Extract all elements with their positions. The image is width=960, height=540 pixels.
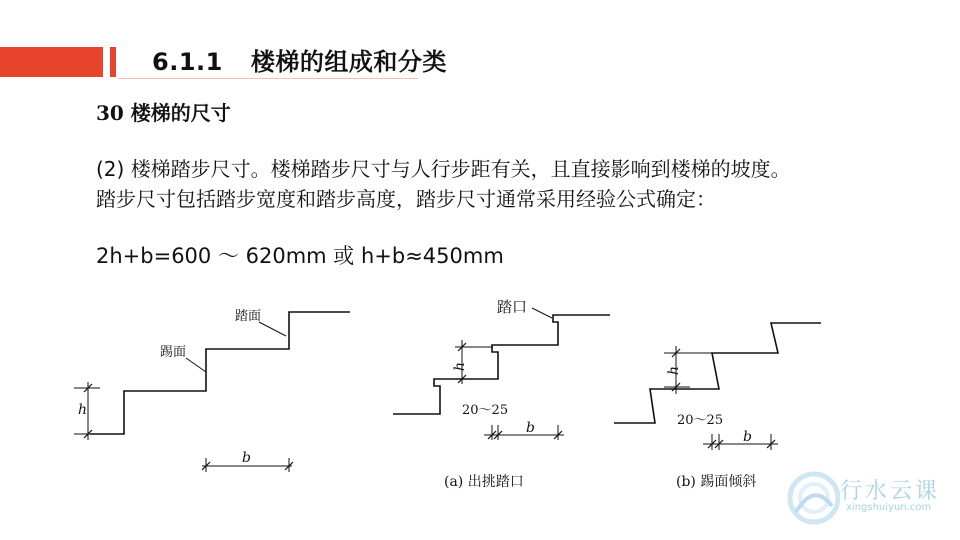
riser-label: 踢面	[160, 345, 187, 360]
inclined-range-label: 20～25	[677, 413, 724, 428]
nosing-label: 踏口	[497, 298, 528, 316]
watermark-logo	[780, 462, 950, 532]
nosing-h-label: h	[452, 361, 468, 371]
riser-leader	[186, 358, 206, 372]
water-drop-icon	[780, 462, 840, 532]
tread-label: 踏面	[235, 309, 262, 324]
nosing-stair-diagram	[393, 298, 610, 490]
basic-stair-profile	[90, 312, 350, 434]
basic-b-label: b	[242, 450, 251, 466]
section-title: 楼梯的组成和分类	[250, 48, 447, 76]
header-accent-bar	[0, 47, 103, 77]
inclined-h-label: h	[666, 365, 682, 375]
nosing-stair-profile	[393, 315, 610, 414]
inclined-b-label: b	[743, 429, 752, 445]
paragraph-line-1: (2) 楼梯踏步尺寸。楼梯踏步尺寸与人行步距有关，且直接影响到楼梯的坡度。	[96, 157, 791, 181]
tread-leader	[259, 322, 286, 336]
header-accent-tick	[110, 47, 116, 77]
body-paragraph	[96, 154, 946, 214]
watermark-url: xingshuiyun.com	[846, 502, 932, 513]
subheading: 30 楼梯的尺寸	[96, 101, 231, 125]
paragraph-line-2: 踏步尺寸包括踏步宽度和踏步高度，踏步尺寸通常采用经验公式确定：	[96, 187, 716, 211]
formula: 2h+b=600 ～ 620mm 或 h+b≈450mm	[96, 244, 504, 268]
caption-b: (b) 踢面倾斜	[676, 474, 757, 490]
inclined-stair-profile	[614, 323, 821, 423]
nosing-b-label: b	[526, 420, 535, 436]
page-title	[152, 42, 447, 77]
basic-stair-diagram	[74, 308, 350, 472]
section-number: 6.1.1	[152, 48, 223, 76]
watermark-name: 行水云课	[840, 479, 941, 504]
basic-h-label: h	[78, 402, 88, 418]
title-underline	[118, 78, 418, 79]
nosing-range-label: 20～25	[462, 403, 509, 418]
caption-a: (a) 出挑踏口	[444, 474, 524, 490]
